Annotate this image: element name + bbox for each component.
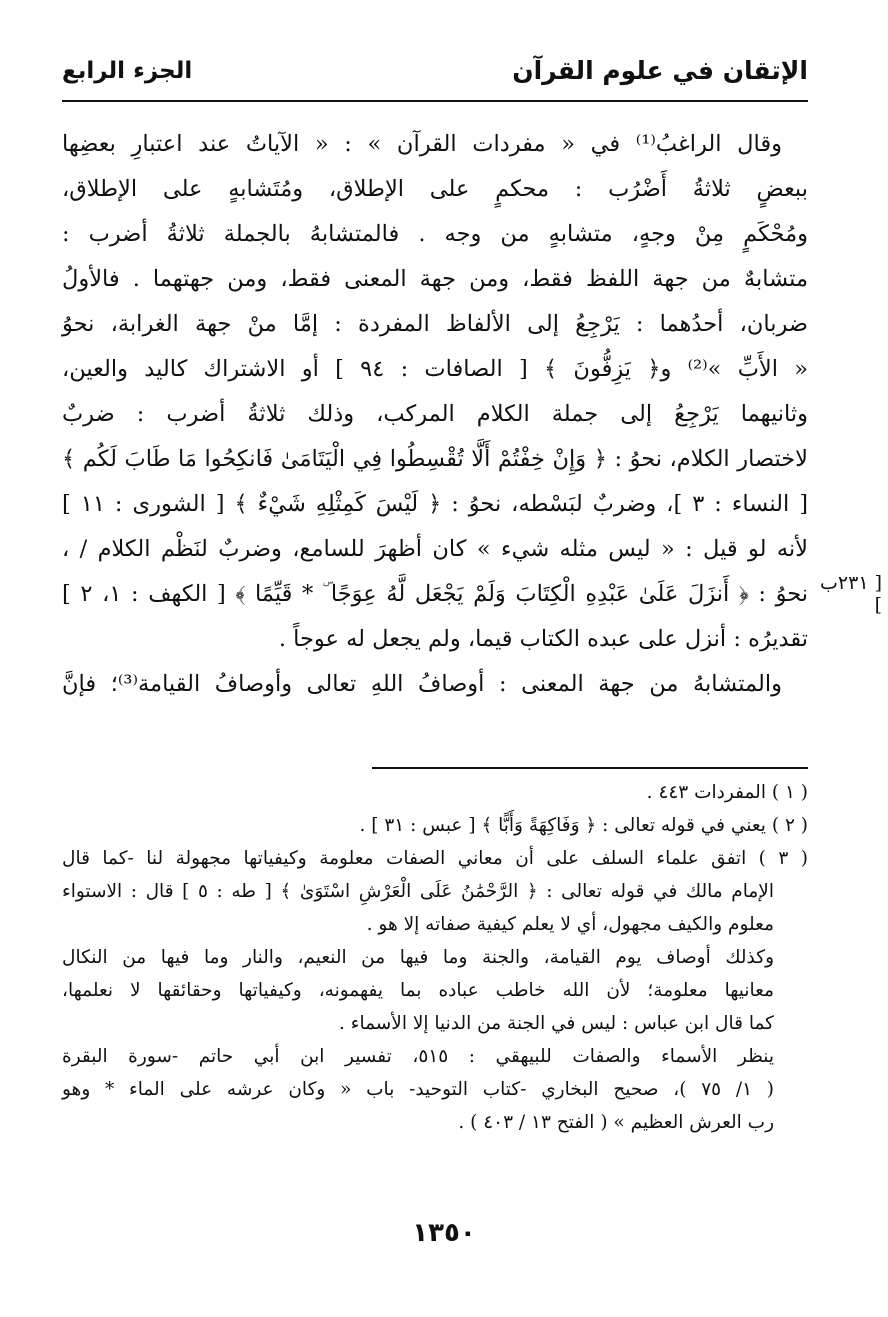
text-line: متشابهٌ من جهة اللفظ فقط، ومن جهة المعنى فقط، ومن جهتهما . فالأولُ [62, 266, 808, 292]
text-line: [ النساء : ٣ ]، وضربٌ لبَسْطه، نحوُ : ﴿ لَيْسَ كَمِثْلِهِ شَيْءٌ ﴾ [ الشورى : ١١ ] [62, 491, 808, 517]
text-line: وثانيهما يَرْجِعُ إلى جملة الكلام المركب، وذلك ثلاثةُ أضرب : ضربٌ [62, 401, 808, 427]
footnote-3-line: ( ١/ ٧٥ )، صحيح البخاري -كتاب التوحيد- باب « وكان عرشه على الماء * وهو [62, 1079, 774, 1100]
text-line: وقال الراغبُ⁽¹⁾ في « مفردات القرآن » : « الآياتُ عند اعتبارِ بعضِها [62, 131, 782, 157]
footnote-2: ( ٢ ) يعني في قوله تعالى : ﴿ وَفَاكِهَةً وَأَبًّا ﴾ [ عبس : ٣١ ] . [359, 815, 808, 836]
text-line: لاختصار الكلام، نحوُ : ﴿ وَإِنْ خِفْتُمْ أَلَّا تُقْسِطُوا فِي الْيَتَامَىٰ فَانكِحُوا مَا طَابَ لَكُم ﴾ [62, 446, 808, 472]
footnote-3-line: معلوم والكيف مجهول، أي لا يعلم كيفية صفاته إلا هو . [366, 914, 774, 935]
part-title: الجزء الرابع [62, 58, 193, 84]
page-number: ١٣٥٠ [412, 1218, 476, 1248]
footnote-3-line: معانيها معلومة؛ لأن الله خاطب عباده بما يفهمونه، وكيفياتها وحقائقها لا نعلمها، [62, 980, 774, 1001]
manuscript-folio-ref: [ ٢٣١ب ] [820, 572, 882, 616]
footnote-1: ( ١ ) المفردات ٤٤٣ . [646, 782, 808, 803]
text-line: لأنه لو قيل : « ليس مثله شيء » كان أظهرَ للسامع، وضربٌ لنَظْم الكلام / ، [62, 536, 808, 562]
main-text [62, 122, 808, 707]
text-line: ببعضٍ ثلاثةُ أَضْرُب : محكمٍ على الإطلاق، ومُتَشابهٍ على الإطلاق، [62, 176, 808, 202]
footnote-3: ( ٣ ) اتفق علماء السلف على أن معاني الصفات معلومة وكيفياتها مجهولة لنا -كما قال [62, 848, 808, 869]
text-line: تقديرُه : أنزل على عبده الكتاب قيما، ولم يجعل له عوجاً . [278, 626, 808, 652]
footnote-3-line: وكذلك أوصاف يوم القيامة، والجنة وما فيها من النعيم، والنار وما فيها من النكال [62, 947, 774, 968]
footnote-3-line: ينظر الأسماء والصفات للبيهقي : ٥١٥، تفسير ابن أبي حاتم -سورة البقرة [62, 1046, 774, 1067]
book-title: الإتقان في علوم القرآن [512, 56, 808, 85]
footnote-3-line: الإمام مالك في قوله تعالى : ﴿ الرَّحْمَٰنُ عَلَى الْعَرْشِ اسْتَوَىٰ ﴾ [ طه : ٥ ] قال : الاستواء [62, 881, 774, 902]
text-line: والمتشابهُ من جهة المعنى : أوصافُ اللهِ تعالى وأوصافُ القيامة⁽³⁾؛ فإنَّ [62, 671, 782, 697]
text-line: نحوُ : ﴿ أَنزَلَ عَلَىٰ عَبْدِهِ الْكِتَابَ وَلَمْ يَجْعَل لَّهُ عِوَجًا ۜ * قَيِّمًا ﴾ [ الكهف : ١، ٢ ] [62, 581, 809, 607]
footnote-3-line: كما قال ابن عباس : ليس في الجنة من الدنيا إلا الأسماء . [338, 1013, 774, 1034]
text-line: « الأَبِّ »⁽²⁾ و﴿ يَزِفُّونَ ﴾ [ الصافات : ٩٤ ] أو الاشتراك كاليد والعين، [62, 356, 808, 382]
text-line: ومُحْكَمٍ مِنْ وجهٍ، متشابهٍ من وجه . فالمتشابهُ بالجملة ثلاثةُ أضرب : [62, 221, 808, 247]
running-header [62, 50, 808, 102]
footnote-divider [372, 767, 808, 769]
text-line: ضربان، أحدُهما : يَرْجِعُ إلى الألفاظ المفردة : إمَّا منْ جهة الغرابة، نحوُ [62, 311, 808, 337]
footnote-3-line: رب العرش العظيم » ( الفتح ١٣ / ٤٠٣ ) . [458, 1112, 774, 1133]
footnotes [62, 776, 808, 1139]
